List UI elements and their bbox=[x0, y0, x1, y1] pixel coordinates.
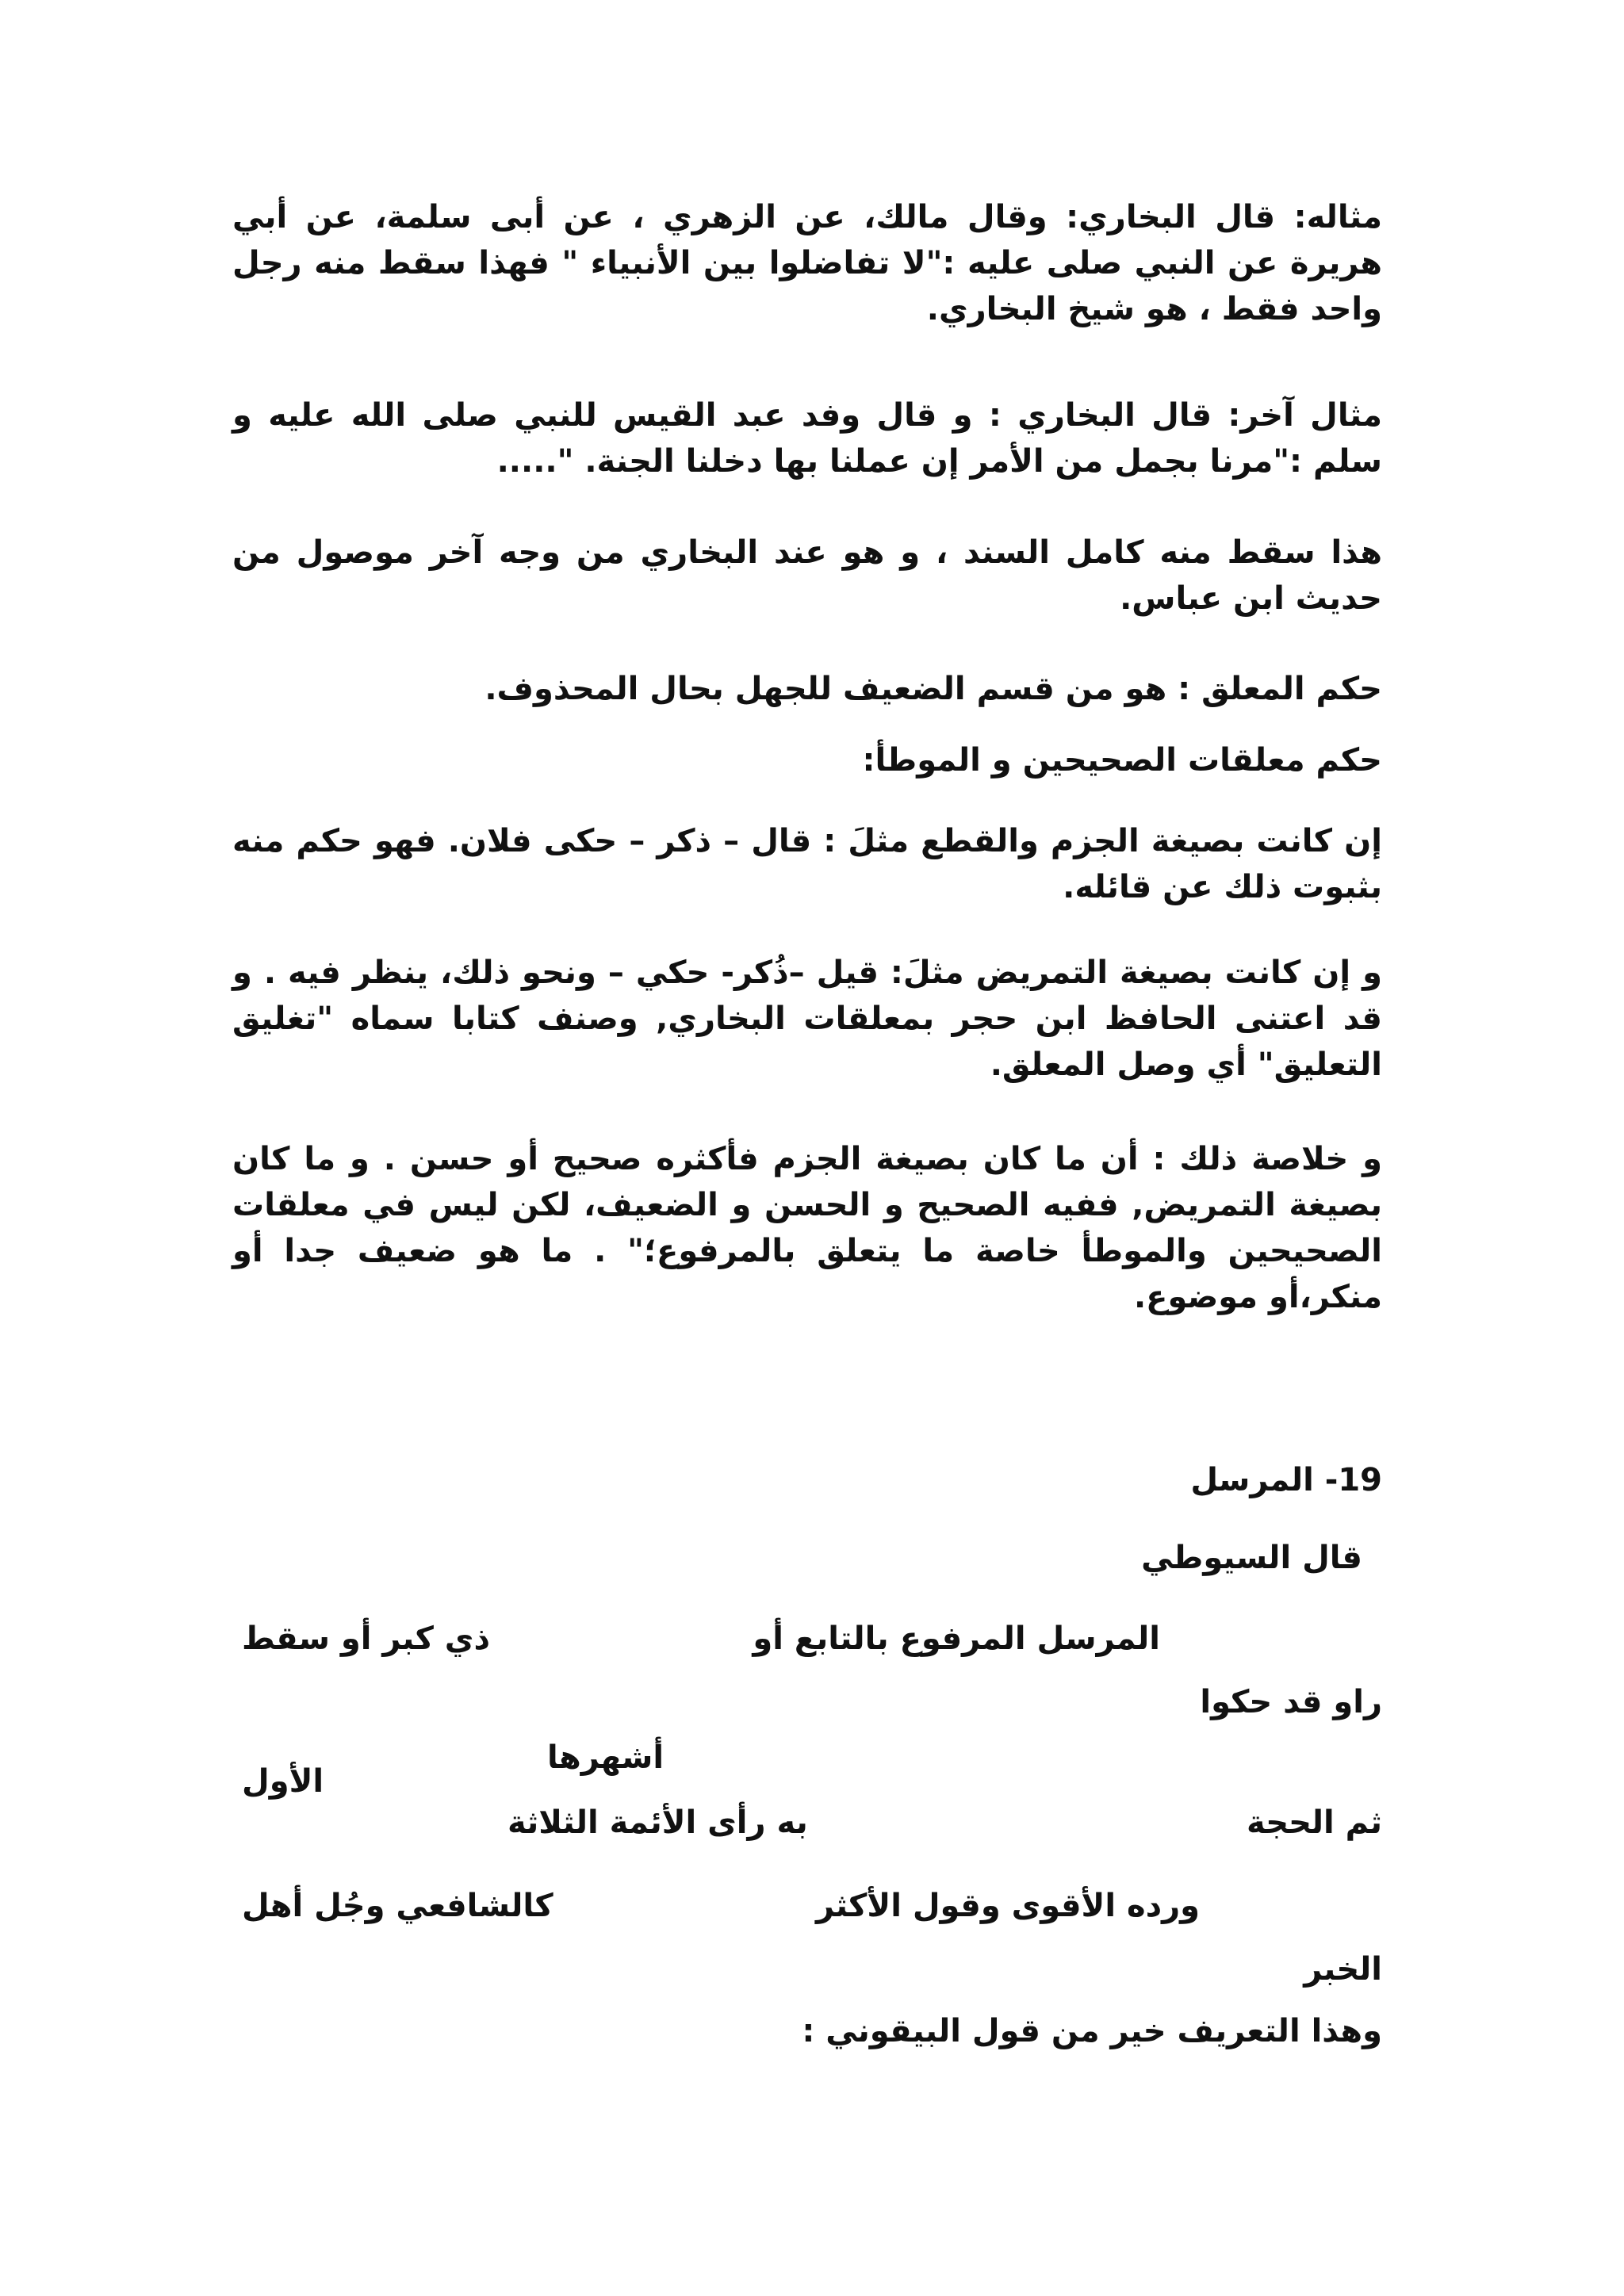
poem-verse1-second-half: ذي كبر أو سقط bbox=[242, 1621, 490, 1657]
poem-verse3-second-half: كالشافعي وجُل أهل bbox=[242, 1888, 553, 1924]
paragraph-jazm-form: إن كانت بصيغة الجزم والقطع مثلَ : قال – ذكر – حكى فلان. فهو حكم منه بثبوت ذلك عن قائله. bbox=[232, 823, 1382, 905]
paragraph-ruling-heading: حكم معلقات الصحيحين و الموطأ: bbox=[862, 742, 1382, 779]
poem-verse2-upper-left: الأول bbox=[242, 1763, 324, 1800]
poem-verse2-second-half: به رأى الأئمة الثلاثة bbox=[508, 1804, 808, 1841]
paragraph-summary: و خلاصة ذلك : أن ما كان بصيغة الجزم فأكثره صحيح أو حسن . و ما كان بصيغة التمريض, ففيه الصحيح و الحسن و الضعيف، لكن ليس في معلقات الصحيحين والموطأ خاصة ما يتعلق بالمرفوع؛" . ما هو ضعيف جدا أو منكر،أو موضوع. bbox=[232, 1141, 1382, 1315]
section-heading: 19- المرسل bbox=[1190, 1462, 1382, 1498]
section-author: قال السيوطي bbox=[1141, 1540, 1362, 1576]
poem-verse3-first-half: ورده الأقوى وقول الأكثر bbox=[815, 1888, 1200, 1924]
paragraph-ruling-muallaq: حكم المعلق : هو من قسم الضعيف للجهل بحال المحذوف. bbox=[485, 671, 1382, 707]
closing-line: وهذا التعريف خير من قول البيقوني : bbox=[802, 2013, 1382, 2049]
paragraph-example-2: مثال آخر: قال البخاري : و قال وفد عبد القيس للنبي صلى الله عليه و سلم :"مرنا بجمل من الأمر إن عملنا بها دخلنا الجنة. "..... bbox=[232, 397, 1382, 480]
poem-verse1-first-half: المرسل المرفوع بالتابع أو bbox=[753, 1621, 1160, 1657]
poem-verse1-continuation: راو قد حكوا bbox=[1200, 1684, 1382, 1720]
poem-verse2-upper-word: أشهرها bbox=[547, 1739, 665, 1776]
paragraph-example-1: مثاله: قال البخاري: وقال مالك، عن الزهري ، عن أبى سلمة، عن أبي هريرة عن النبي صلى عليه :"لا تفاضلوا بين الأنبياء " فهذا سقط منه رجل واحد فقط ، هو شيخ البخاري. bbox=[232, 199, 1382, 327]
paragraph-tamrid-form: و إن كانت بصيغة التمريض مثلَ: قيل –ذُكر- حكي – ونحو ذلك، ينظر فيه . و قد اعتنى الحافظ ابن حجر بمعلقات البخاري, وصنف كتابا سماه "تغليق التعليق" أي وصل المعلق. bbox=[232, 955, 1382, 1083]
poem-verse2-first-half: ثم الحجة bbox=[1247, 1804, 1382, 1841]
poem-verse3-continuation: الخبر bbox=[1304, 1951, 1382, 1988]
paragraph-missing-chain: هذا سقط منه كامل السند ، و هو عند البخاري من وجه آخر موصول من حديث ابن عباس. bbox=[232, 534, 1382, 617]
